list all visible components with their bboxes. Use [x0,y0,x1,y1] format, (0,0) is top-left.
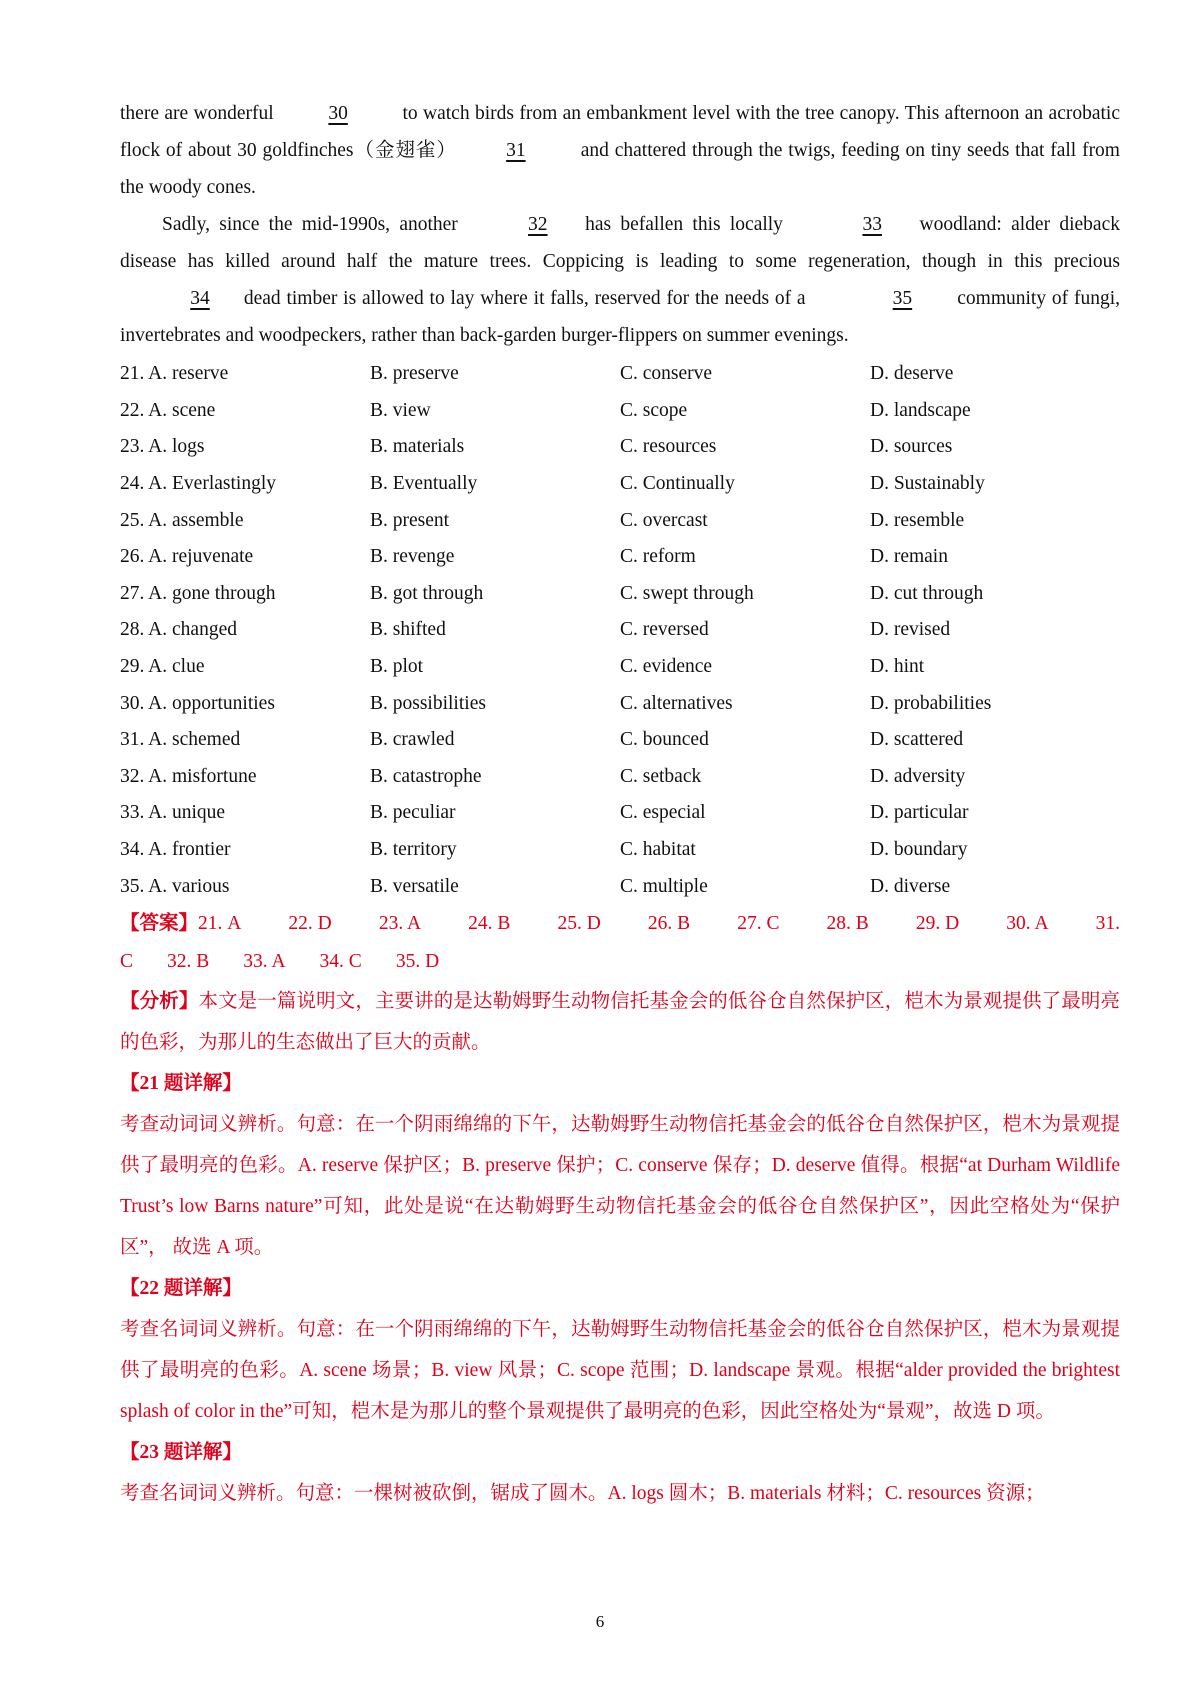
option-item: B. plot [370,656,424,678]
option-row [120,502,1120,539]
option-row [120,759,1120,796]
passage-paragraph-1 [120,95,1120,206]
option-item: B. revenge [370,546,455,568]
option-item: C. especial [620,802,706,824]
detail-heading: 【22 题详解】 [120,1277,242,1299]
option-item: D. adversity [870,765,966,787]
option-item: D. remain [870,546,948,568]
passage-text: there are wonderful [120,103,280,124]
option-item: 29. A. clue [120,656,205,678]
option-item: D. sources [870,436,953,458]
answer-item: 28. B [826,912,869,934]
option-item: C. conserve [620,363,713,385]
analysis-label: 【分析】 [120,990,199,1012]
option-item: D. particular [870,802,969,824]
blank-33: 33 [862,214,882,235]
answer-line-2 [120,943,1120,981]
option-item: C. multiple [620,875,708,897]
option-item: D. cut through [870,582,984,604]
option-item: B. catastrophe [370,765,482,787]
option-row [120,832,1120,869]
option-item: B. territory [370,839,457,861]
option-item: B. crawled [370,729,455,751]
answer-item: 23. A [378,912,422,934]
answer-item: 25. D [557,912,601,934]
option-item: C. bounced [620,729,709,751]
passage-text: to watch birds from an embankment level with the tree canopy. This afternoon an acrobatic flock of about 30 goldfinches（金翅雀） [120,103,1121,161]
option-item: C. evidence [620,656,713,678]
option-item: C. alternatives [620,692,733,714]
option-row [120,612,1120,649]
option-item: 35. A. various [120,875,230,897]
option-item: D. deserve [870,363,954,385]
option-item: 23. A. logs [120,436,205,458]
passage-text: has befallen this locally [575,214,793,235]
option-item: 30. A. opportunities [120,692,275,714]
blank-35: 35 [892,288,913,309]
blank-32: 32 [528,214,548,235]
option-item: 26. A. rejuvenate [120,546,254,568]
answer-label: 【答案】 [120,912,199,934]
option-item: 27. A. gone through [120,582,276,604]
option-item: B. got through [370,582,484,604]
detail-text: 考查名词词义辨析。句意：一棵树被砍倒，锯成了圆木。A. logs 圆木；B. materials 材料；C. resources 资源； [120,1482,1045,1504]
option-item: C. resources [620,436,717,458]
option-row [120,685,1120,722]
option-item: D. probabilities [870,692,992,714]
answer-section [120,905,1120,981]
option-row [120,393,1120,430]
answer-item: 31. [1095,912,1120,934]
answer-line-1 [120,905,1120,943]
option-item: 34. A. frontier [120,839,231,861]
option-row [120,576,1120,613]
option-item: D. diverse [870,875,951,897]
details-list [120,1063,1120,1514]
option-item: 32. A. misfortune [120,765,257,787]
option-item: 22. A. scene [120,399,216,421]
answer-item: 30. A [1006,912,1049,934]
option-item: B. peculiar [370,802,456,824]
analysis-text: 本文是一篇说明文，主要讲的是达勒姆野生动物信托基金会的低谷仓自然保护区，桤木为景观提供了最明亮的色彩，为那儿的生态做出了巨大的贡献。 [120,990,1120,1053]
blank-30: 30 [328,103,348,124]
answer-item: 29. D [915,912,960,934]
option-item: C. swept through [620,582,754,604]
answer-item [120,905,241,943]
answer-item: 35. D [395,950,440,972]
option-item: C. habitat [620,839,696,861]
answer-item: C [120,950,134,972]
option-item: C. Continually [620,473,735,495]
answer-item: 26. B [647,912,691,934]
page-content [120,95,1120,1514]
option-item: 28. A. changed [120,619,237,641]
option-item: D. resemble [870,509,965,531]
passage-text: dead timber is allowed to lay where it falls, reserved for the needs of a [238,288,812,309]
option-item: B. possibilities [370,692,486,714]
answer-item: 24. B [468,912,511,934]
option-item: B. present [370,509,450,531]
answer-value: 21. A [198,912,242,934]
option-row [120,649,1120,686]
option-item: D. hint [870,656,925,678]
option-item: D. revised [870,619,951,641]
passage-text: community of fungi, invertebrates and woodpeckers, rather than back-garden burger-flippers on summer evenings. [120,288,1120,346]
detail-text: 考查动词词义辨析。句意：在一个阴雨绵绵的下午，达勒姆野生动物信托基金会的低谷仓自然保护区，桤木为景观提供了最明亮的色彩。A. reserve 保护区；B. preserve 保护；C. conserve 保存；D. deserve 值得。根据“at Durham Wildlife Trust’s low Barns nature”可知，此处是说“在达勒姆野生动物信托基金会的低谷仓自然保护区”，因此空格处为“保护区”， 故选 A 项。 [120,1113,1120,1258]
option-row [120,466,1120,503]
answer-item: 22. D [288,912,332,934]
option-item: D. scattered [870,729,964,751]
option-item: B. shifted [370,619,446,641]
option-item: D. landscape [870,399,971,421]
option-item: C. reform [620,546,696,568]
analysis-block [120,981,1120,1063]
answer-item: 34. C [319,950,362,972]
option-item: D. Sustainably [870,473,985,495]
option-item: B. versatile [370,875,459,897]
detail-text: 考查名词词义辨析。句意：在一个阴雨绵绵的下午，达勒姆野生动物信托基金会的低谷仓自然保护区，桤木为景观提供了最明亮的色彩。A. scene 场景；B. view 风景；C. scope 范围；D. landscape 景观。根据“alder provided the brightest splash of color in the”可知，桤木是为那儿的整个景观提供了最明亮的色彩，因此空格处为“景观”，故选 D 项。 [120,1318,1120,1422]
option-item: 25. A. assemble [120,509,244,531]
option-item: 21. A. reserve [120,363,229,385]
page-number: 6 [595,1612,605,1631]
blank-31: 31 [506,140,526,161]
passage-text: woodland: alder dieback disease has killed around half the mature trees. Coppicing is leading to some regeneration, though in this precious [120,214,1120,272]
option-item: B. preserve [370,363,459,385]
answer-item: 33. A [243,950,286,972]
passage-text: Sadly, since the mid-1990s, another [162,214,458,235]
option-item: C. reversed [620,619,709,641]
option-item: B. view [370,399,431,421]
option-item: B. Eventually [370,473,478,495]
option-row [120,868,1120,905]
answer-item: 32. B [167,950,210,972]
option-item: B. materials [370,436,465,458]
detail-heading: 【21 题详解】 [120,1072,242,1094]
option-item: 31. A. schemed [120,729,241,751]
option-item: C. overcast [620,509,708,531]
passage-paragraph-2 [120,206,1120,354]
option-item: D. boundary [870,839,968,861]
answer-item: 27. C [737,912,780,934]
option-row [120,539,1120,576]
option-item: C. scope [620,399,688,421]
option-item: 24. A. Everlastingly [120,473,276,495]
option-row [120,429,1120,466]
option-row [120,356,1120,393]
blank-34: 34 [190,288,210,309]
option-row [120,722,1120,759]
option-item: 33. A. unique [120,802,226,824]
passage-text: and chattered through the twigs, feeding on tiny seeds that fall from the woody cones. [120,140,1120,198]
option-item: C. setback [620,765,702,787]
option-row [120,795,1120,832]
options-list [120,356,1120,905]
detail-heading: 【23 题详解】 [120,1441,242,1463]
